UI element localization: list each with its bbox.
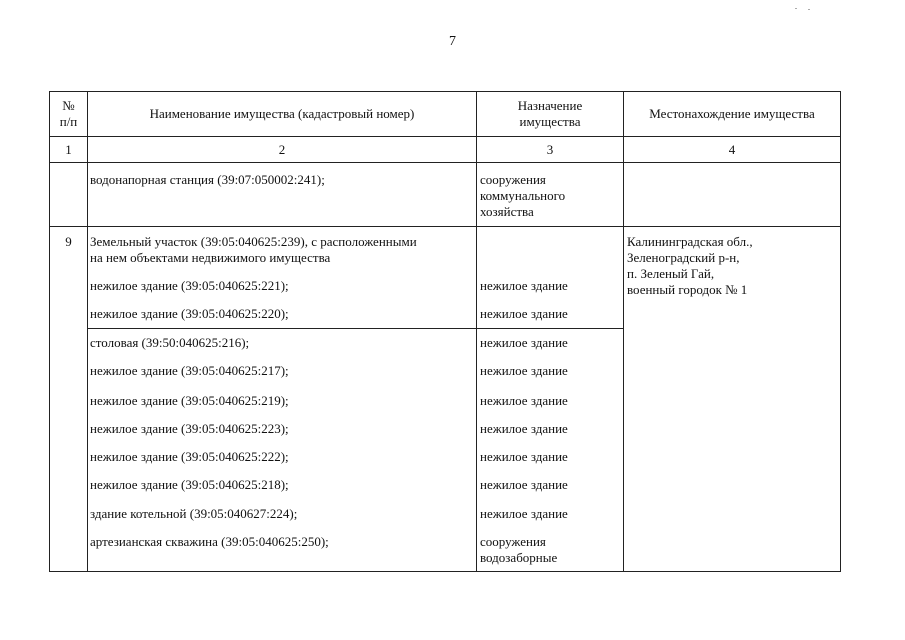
- column-number-1: 1: [65, 142, 72, 157]
- property-name: нежилое здание (39:05:040625:219);: [90, 393, 289, 408]
- property-purpose: сооружения: [480, 534, 546, 549]
- land-plot-title: Земельный участок (39:05:040625:239), с расположенными: [90, 234, 417, 249]
- property-name: нежилое здание (39:05:040625:217);: [90, 363, 289, 378]
- property-purpose: сооружения: [480, 172, 546, 187]
- column-divider: [623, 92, 624, 571]
- property-name: нежилое здание (39:05:040625:220);: [90, 306, 289, 321]
- property-purpose: нежилое здание: [480, 393, 568, 408]
- property-purpose: нежилое здание: [480, 335, 568, 350]
- column-number-3: 3: [546, 142, 554, 157]
- property-name: нежилое здание (39:05:040625:218);: [90, 477, 289, 492]
- property-purpose: нежилое здание: [480, 306, 568, 321]
- location-line: п. Зеленый Гай,: [627, 266, 715, 281]
- property-purpose: нежилое здание: [480, 477, 568, 492]
- land-plot-title: на нем объектами недвижимого имущества: [90, 250, 331, 265]
- row-divider: [50, 226, 840, 227]
- page-number: 7: [449, 34, 456, 49]
- numbers-divider: [50, 162, 840, 163]
- location-line: Зеленоградский р-н,: [627, 250, 740, 265]
- header-name: Наименование имущества (кадастровый номер): [149, 106, 415, 121]
- property-name: нежилое здание (39:05:040625:223);: [90, 421, 289, 436]
- property-name: артезианская скважина (39:05:040625:250);: [90, 534, 329, 549]
- property-purpose: нежилое здание: [480, 449, 568, 464]
- location-line: военный городок № 1: [627, 282, 748, 297]
- property-purpose: коммунального: [480, 188, 566, 203]
- row-number: 9: [65, 234, 72, 249]
- header-purpose: Назначение имущества: [517, 98, 583, 129]
- property-name: столовая (39:50:040625:216);: [90, 335, 250, 350]
- property-name: нежилое здание (39:05:040625:222);: [90, 449, 289, 464]
- header-divider: [50, 136, 840, 137]
- property-purpose: хозяйства: [480, 204, 534, 219]
- scan-speck: [808, 9, 810, 10]
- subrow-divider: [87, 328, 623, 329]
- property-name: здание котельной (39:05:040627:224);: [90, 506, 298, 521]
- property-purpose: нежилое здание: [480, 278, 568, 293]
- header-location: Местонахождение имущества: [649, 106, 815, 121]
- scan-speck: [795, 8, 797, 9]
- property-name: нежилое здание (39:05:040625:221);: [90, 278, 289, 293]
- property-table: [49, 91, 841, 572]
- property-purpose: нежилое здание: [480, 421, 568, 436]
- property-purpose: нежилое здание: [480, 363, 568, 378]
- column-number-2: 2: [278, 142, 286, 157]
- column-number-4: 4: [728, 142, 736, 157]
- property-name: водонапорная станция (39:07:050002:241);: [90, 172, 325, 187]
- header-num: № п/п: [59, 98, 78, 129]
- location-line: Калининградская обл.,: [627, 234, 753, 249]
- property-purpose: нежилое здание: [480, 506, 568, 521]
- column-divider: [476, 92, 477, 571]
- column-divider: [87, 92, 88, 571]
- property-purpose: водозаборные: [480, 550, 558, 565]
